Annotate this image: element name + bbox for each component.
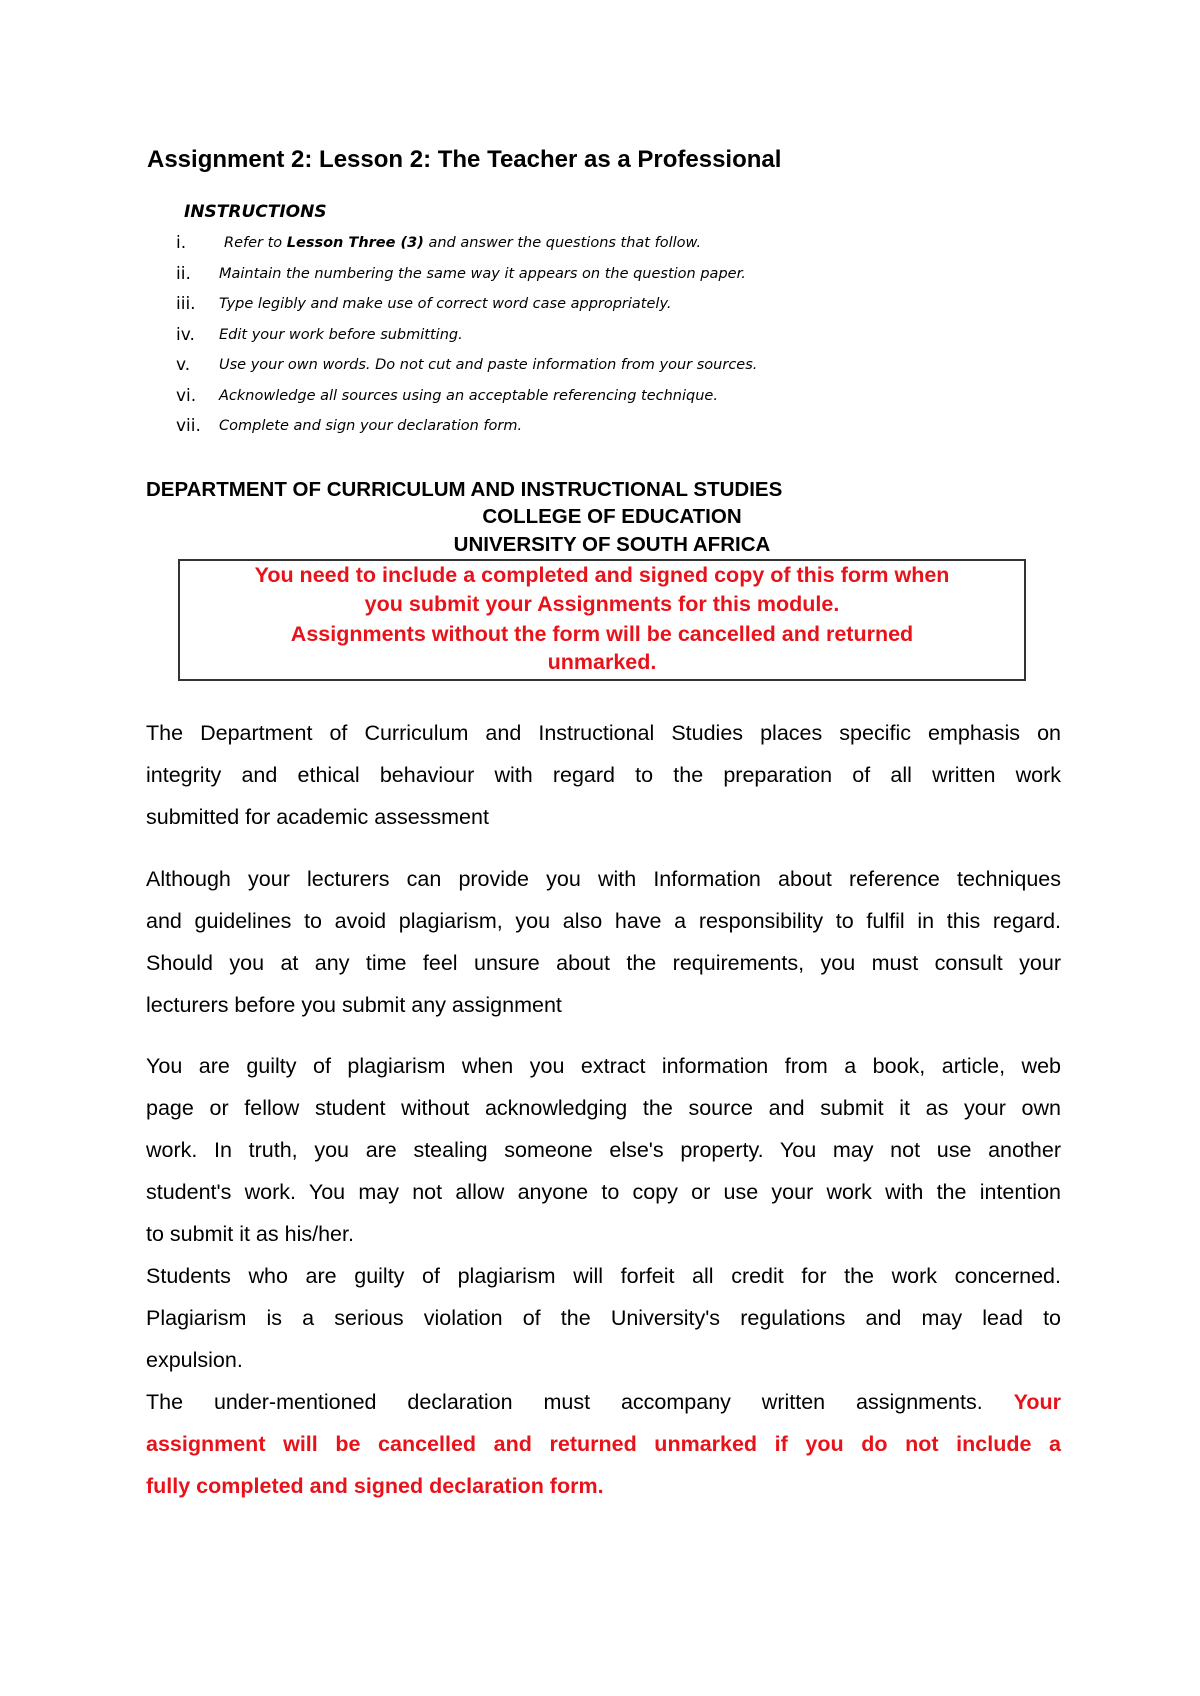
instruction-item bbox=[176, 386, 976, 417]
paragraph-line: Although your lecturers can provide you with Information about reference techniques bbox=[146, 867, 1061, 891]
paragraph-line: You are guilty of plagiarism when you extract information from a book, article, web bbox=[146, 1054, 1061, 1078]
college-heading: COLLEGE OF EDUCATION bbox=[482, 505, 742, 528]
university-heading: UNIVERSITY OF SOUTH AFRICA bbox=[453, 533, 771, 556]
notice-line: unmarked. bbox=[547, 650, 657, 674]
declaration-warning-line: assignment will be cancelled and returned unmarked if you do not include a bbox=[146, 1432, 1061, 1456]
paragraph-line: Students who are guilty of plagiarism will forfeit all credit for the work concerned. bbox=[146, 1264, 1061, 1288]
instruction-text: Maintain the numbering the same way it appears on the question paper. bbox=[219, 265, 746, 282]
paragraph-responsibility bbox=[146, 858, 1061, 1026]
paragraph-line: student's work. You may not allow anyone to copy or use your work with the intention bbox=[146, 1180, 1061, 1204]
instruction-item bbox=[176, 233, 976, 264]
paragraph-line: and guidelines to avoid plagiarism, you also have a responsibility to fulfil in this regard. bbox=[146, 909, 1061, 933]
paragraph-line: integrity and ethical behaviour with regard to the preparation of all written work bbox=[146, 763, 1061, 787]
instruction-number: i. bbox=[176, 233, 187, 253]
assignment-title: Assignment 2: Lesson 2: The Teacher as a Professional bbox=[147, 146, 782, 173]
instruction-text: Acknowledge all sources using an acceptable referencing technique. bbox=[219, 387, 718, 404]
paragraph-declaration bbox=[146, 1381, 1061, 1507]
paragraph-line: Should you at any time feel unsure about the requirements, you must consult your bbox=[146, 951, 1061, 975]
instructions-list bbox=[176, 233, 976, 447]
instruction-item bbox=[176, 264, 976, 295]
paragraph-consequences bbox=[146, 1255, 1061, 1381]
paragraph-line: lecturers before you submit any assignment bbox=[146, 993, 562, 1017]
paragraph-line: work. In truth, you are stealing someone else's property. You may not use another bbox=[146, 1138, 1061, 1162]
instruction-text-post: and answer the questions that follow. bbox=[423, 235, 702, 251]
instruction-text-pre: Refer to bbox=[224, 235, 287, 251]
notice-line: You need to include a completed and signed copy of this form when bbox=[254, 563, 950, 587]
instruction-text bbox=[224, 235, 701, 251]
paragraph-line: page or fellow student without acknowledging the source and submit it as your own bbox=[146, 1096, 1061, 1120]
paragraph-line: Plagiarism is a serious violation of the University's regulations and may lead to bbox=[146, 1306, 1061, 1330]
instruction-text: Use your own words. Do not cut and paste information from your sources. bbox=[219, 357, 758, 373]
instruction-number: v. bbox=[176, 355, 191, 375]
notice-line: Assignments without the form will be cancelled and returned bbox=[290, 622, 914, 646]
instruction-number: iii. bbox=[176, 294, 196, 314]
instruction-item bbox=[176, 416, 976, 447]
paragraph-line bbox=[146, 1381, 1061, 1423]
instruction-number: ii. bbox=[176, 263, 191, 284]
instruction-text: Complete and sign your declaration form. bbox=[219, 418, 523, 434]
instruction-text: Type legibly and make use of correct word case appropriately. bbox=[219, 296, 672, 312]
department-heading: DEPARTMENT OF CURRICULUM AND INSTRUCTIONAL STUDIES bbox=[146, 478, 783, 501]
instruction-item bbox=[176, 294, 976, 325]
instruction-number: iv. bbox=[176, 324, 195, 345]
paragraph-line: to submit it as his/her. bbox=[146, 1222, 354, 1246]
instruction-text: Edit your work before submitting. bbox=[219, 326, 463, 343]
notice-line: you submit your Assignments for this module. bbox=[364, 592, 840, 616]
paragraph-integrity bbox=[146, 712, 1061, 838]
instruction-text-bold: Lesson Three (3) bbox=[286, 235, 424, 251]
instruction-number: vi. bbox=[176, 385, 197, 406]
notice-box bbox=[178, 559, 1026, 681]
declaration-warning-line: fully completed and signed declaration form. bbox=[146, 1474, 604, 1498]
instruction-item bbox=[176, 355, 976, 386]
declaration-plain-text: The under-mentioned declaration must accompany written assignments. bbox=[146, 1390, 983, 1414]
instructions-heading: INSTRUCTIONS bbox=[184, 202, 327, 222]
paragraph-plagiarism-definition bbox=[146, 1045, 1061, 1255]
paragraph-line: submitted for academic assessment bbox=[146, 805, 489, 829]
paragraph-line: The Department of Curriculum and Instructional Studies places specific emphasis on bbox=[146, 721, 1061, 745]
declaration-warning-start: Your bbox=[1013, 1390, 1061, 1414]
instruction-number: vii. bbox=[176, 416, 201, 436]
instruction-item bbox=[176, 325, 976, 356]
paragraph-line: expulsion. bbox=[146, 1348, 243, 1372]
